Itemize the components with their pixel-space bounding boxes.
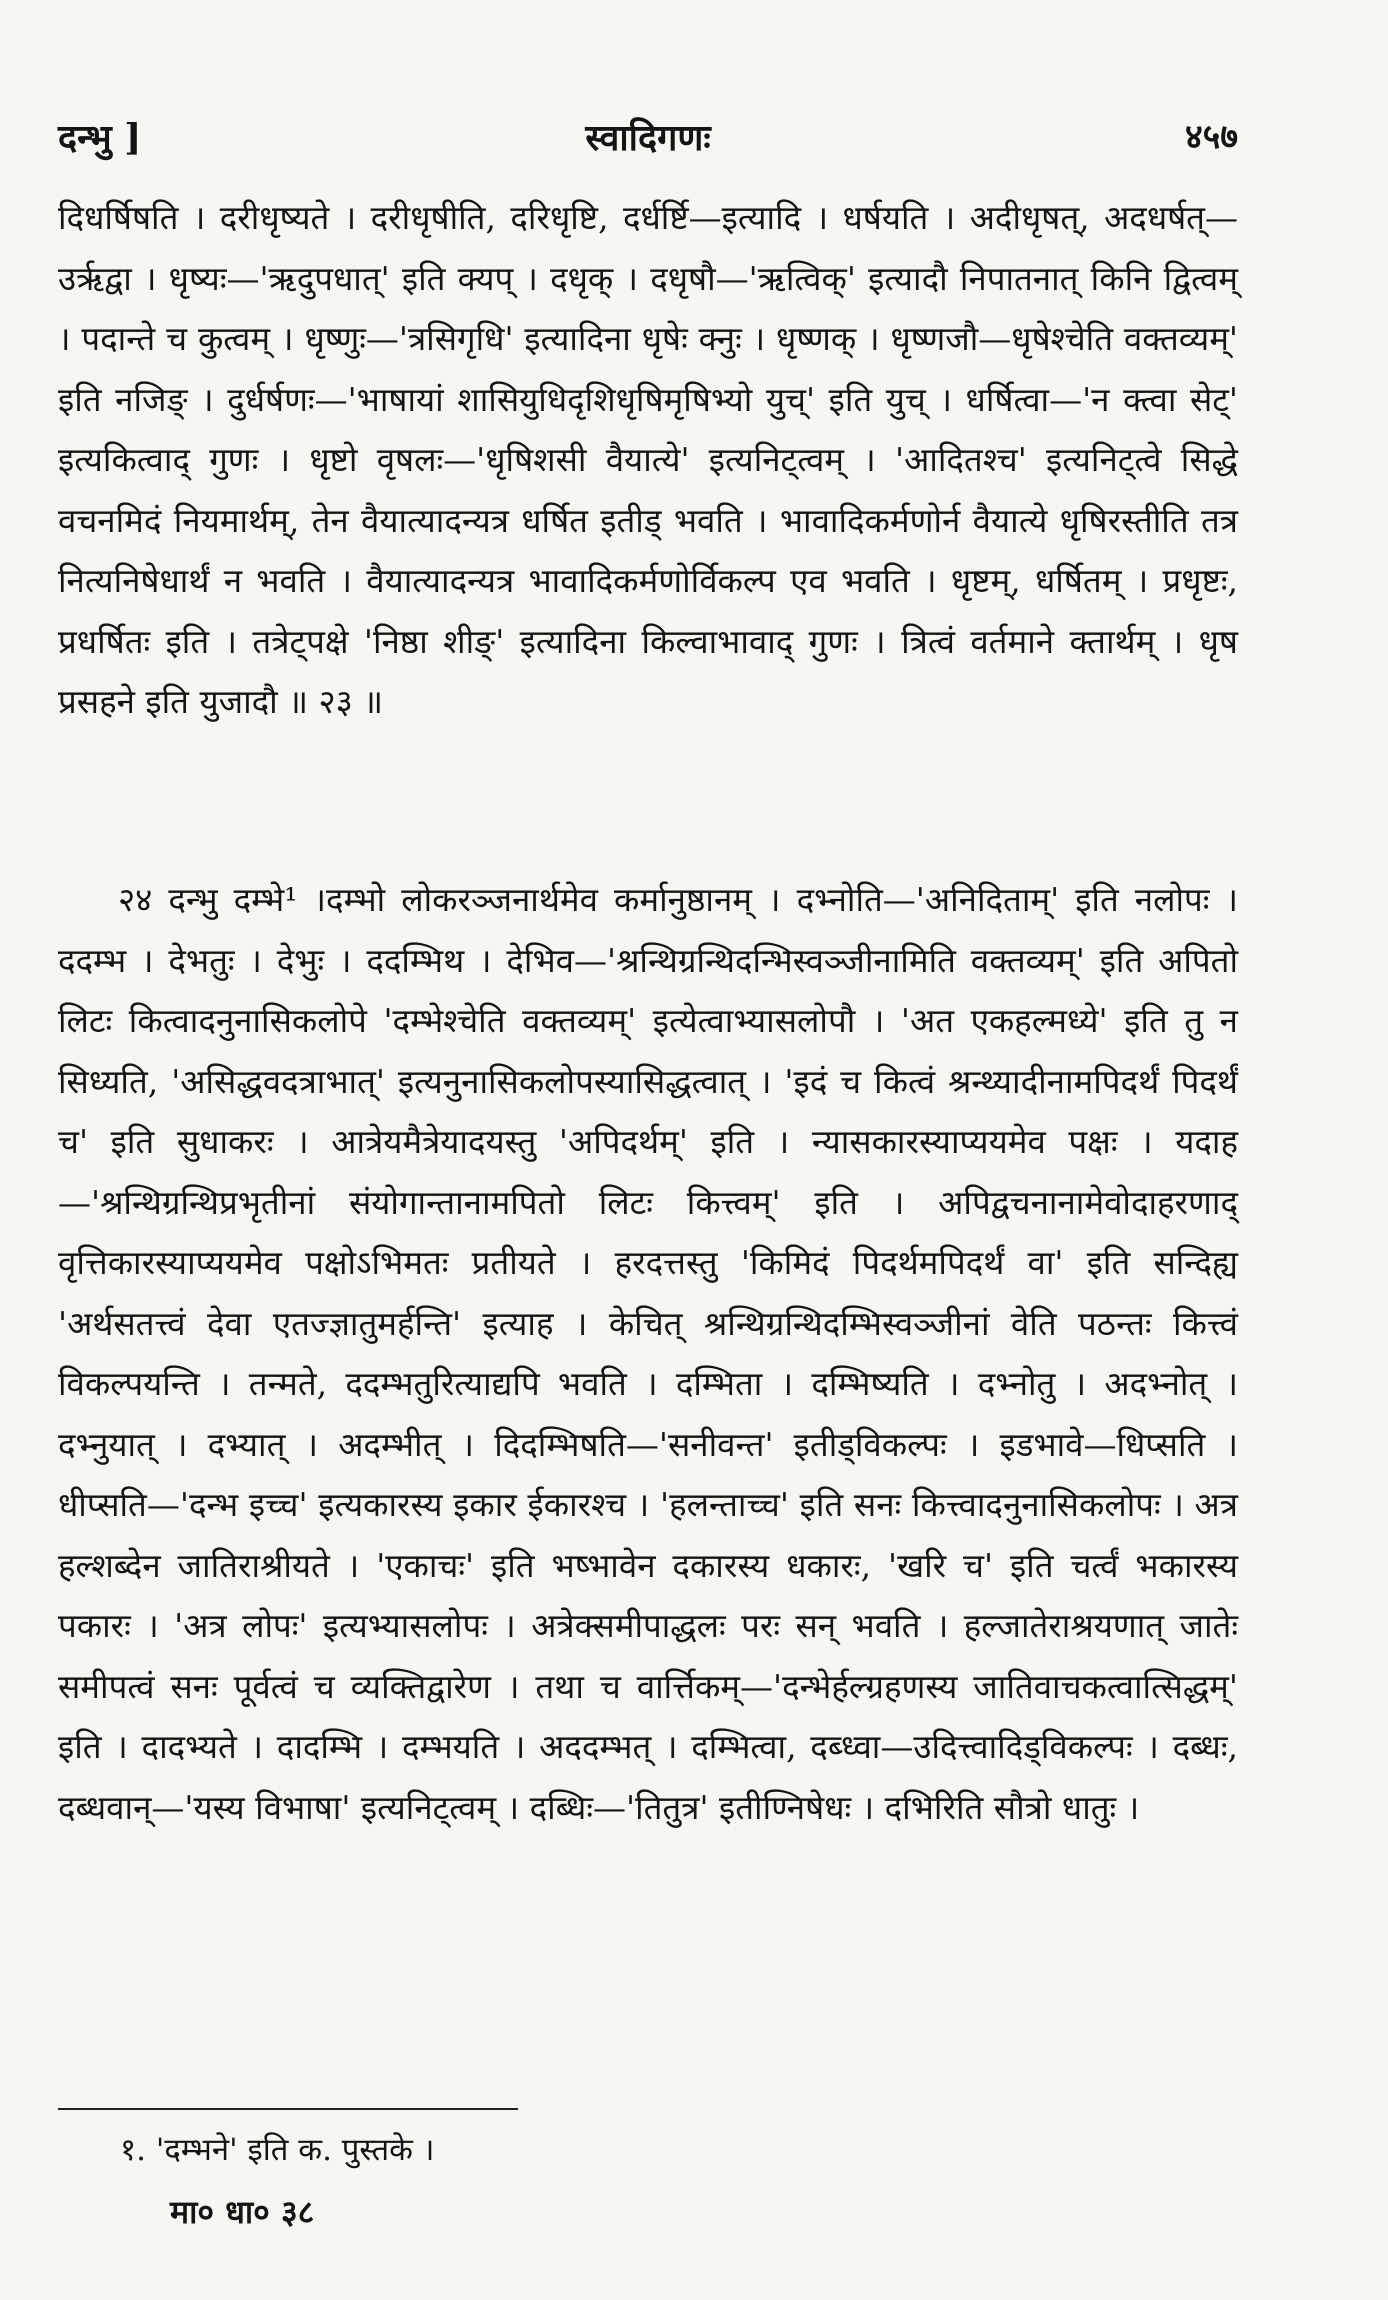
page-number: ४५७: [1184, 117, 1238, 157]
paragraph-1: दिधर्षिषति । दरीधृष्यते । दरीधृषीति, दरिधृष्टि, दर्धर्ष्टि—इत्यादि । धर्षयति । अदीधृषत्, अदधर्षत्—उर्ऋद्वा । धृष्यः—'ऋदुपधात्' इति क्यप् । दधृक् । दधृषौ—'ऋत्विक्' इत्यादौ निपातनात् किनि द्वित्वम् । पदान्ते च कुत्वम् । धृष्णुः—'त्रसिगृधि' इत्यादिना धृषेः क्नुः । धृष्णक् । धृष्णजौ—धृषेश्चेति वक्तव्यम्' इति नजिङ् । दुर्धर्षणः—'भाषायां शासियुधिदृशिधृषिमृषिभ्यो युच्' इति युच् । धर्षित्वा—'न क्त्वा सेट्' इत्यकित्वाद् गुणः । धृष्टो वृषलः—'धृषिशसी वैयात्ये' इत्यनिट्त्वम् । 'आदितश्च' इत्यनिट्त्वे सिद्धे वचनमिदं नियमार्थम्, तेन वैयात्यादन्यत्र धर्षित इतीड् भवति । भावादिकर्मणोर्न वैयात्ये धृषिरस्तीति तत्र नित्यनिषेधार्थं न भवति । वैयात्यादन्यत्र भावादिकर्मणोर्विकल्प एव भवति । धृष्टम्, धर्षितम् । प्रधृष्टः, प्रधर्षितः इति । तत्रेट्पक्षे 'निष्ठा शीङ्' इत्यादिना किल्वाभावाद् गुणः । त्रित्वं वर्तमाने क्तार्थम् । धृष प्रसहने इति युजादौ ॥ २३ ॥: [58, 198, 1238, 721]
signature-mark: मा० धा० ३८: [170, 2193, 315, 2231]
entry-heading: २४ दन्भु दम्भे¹ ।: [118, 880, 327, 919]
header-left: दन्भु ]: [58, 117, 142, 159]
footnote-rule: [58, 2108, 518, 2110]
header-title: स्वादिगणः: [585, 117, 711, 159]
paragraph-2: [58, 870, 1238, 1838]
entry-text: दम्भो लोकरञ्जनार्थमेव कर्मानुष्ठानम् । दभ्नोति—'अनिदिताम्' इति नलोपः । ददम्भ । देभतुः । देभुः । ददम्भिथ । देभिव—'श्रन्थिग्रन्थिदन्भिस्वञ्जीनामिति वक्तव्यम्' इति अपितो लिटः कित्वादनुनासिकलोपे 'दम्भेश्चेति वक्तव्यम्' इत्येत्वाभ्यासलोपौ । 'अत एकहल्मध्ये' इति तु न सिध्यति, 'असिद्धवदत्राभात्' इत्यनुनासिकलोपस्यासिद्धत्वात् । 'इदं च कित्वं श्रन्थ्यादीनामपिदर्थं पिदर्थं च' इति सुधाकरः । आत्रेयमैत्रेयादयस्तु 'अपिदर्थम्' इति । न्यासकारस्याप्ययमेव पक्षः । यदाह—'श्रन्थिग्रन्थिप्रभृतीनां संयोगान्तानामपितो लिटः कित्त्वम्' इति । अपिद्वचनानामेवोदाहरणाद् वृत्तिकारस्याप्ययमेव पक्षोऽभिमतः प्रतीयते । हरदत्तस्तु 'किमिदं पिदर्थमपिदर्थं वा' इति सन्दिह्य 'अर्थसतत्त्वं देवा एतज्ज्ञातुमर्हन्ति' इत्याह । केचित् श्रन्थिग्रन्थिदम्भिस्वञ्जीनां वेति पठन्तः कित्त्वं विकल्पयन्ति । तन्मते, ददम्भतुरित्याद्यपि भवति । दम्भिता । दम्भिष्यति । दभ्नोतु । अदभ्नोत् । दभ्नुयात् । दभ्यात् । अदम्भीत् । दिदम्भिषति—'सनीवन्त' इतीड्विकल्पः । इडभावे—धिप्सति । धीप्सति—'दन्भ इच्च' इत्यकारस्य इकार ईकारश्च । 'हलन्ताच्च' इति सनः कित्त्वादनुनासिकलोपः । अत्र हल्शब्देन जातिराश्रीयते । 'एकाचः' इति भष्भावेन दकारस्य धकारः, 'खरि च' इति चर्त्वं भकारस्य पकारः । 'अत्र लोपः' इत्यभ्यासलोपः । अत्रेक्समीपाद्धलः परः सन् भवति । हल्जातेराश्रयणात् जातेः समीपत्वं सनः पूर्वत्वं च व्यक्तिद्वारेण । तथा च वार्त्तिकम्—'दन्भेर्हल्ग्रहणस्य जातिवाचकत्वात्सिद्धम्' इति । दादभ्यते । दादम्भि । दम्भयति । अददम्भत् । दम्भित्वा, दब्ध्वा—उदित्त्वादिड्विकल्पः । दब्धः, दब्धवान्—'यस्य विभाषा' इत्यनिट्त्वम् । दब्धिः—'तितुत्र' इतीण्निषेधः । दभिरिति सौत्रो धातुः ।: [58, 880, 1238, 1827]
running-header: [58, 112, 1238, 172]
footnote: १. 'दम्भने' इति क. पुस्तके ।: [120, 2132, 435, 2168]
